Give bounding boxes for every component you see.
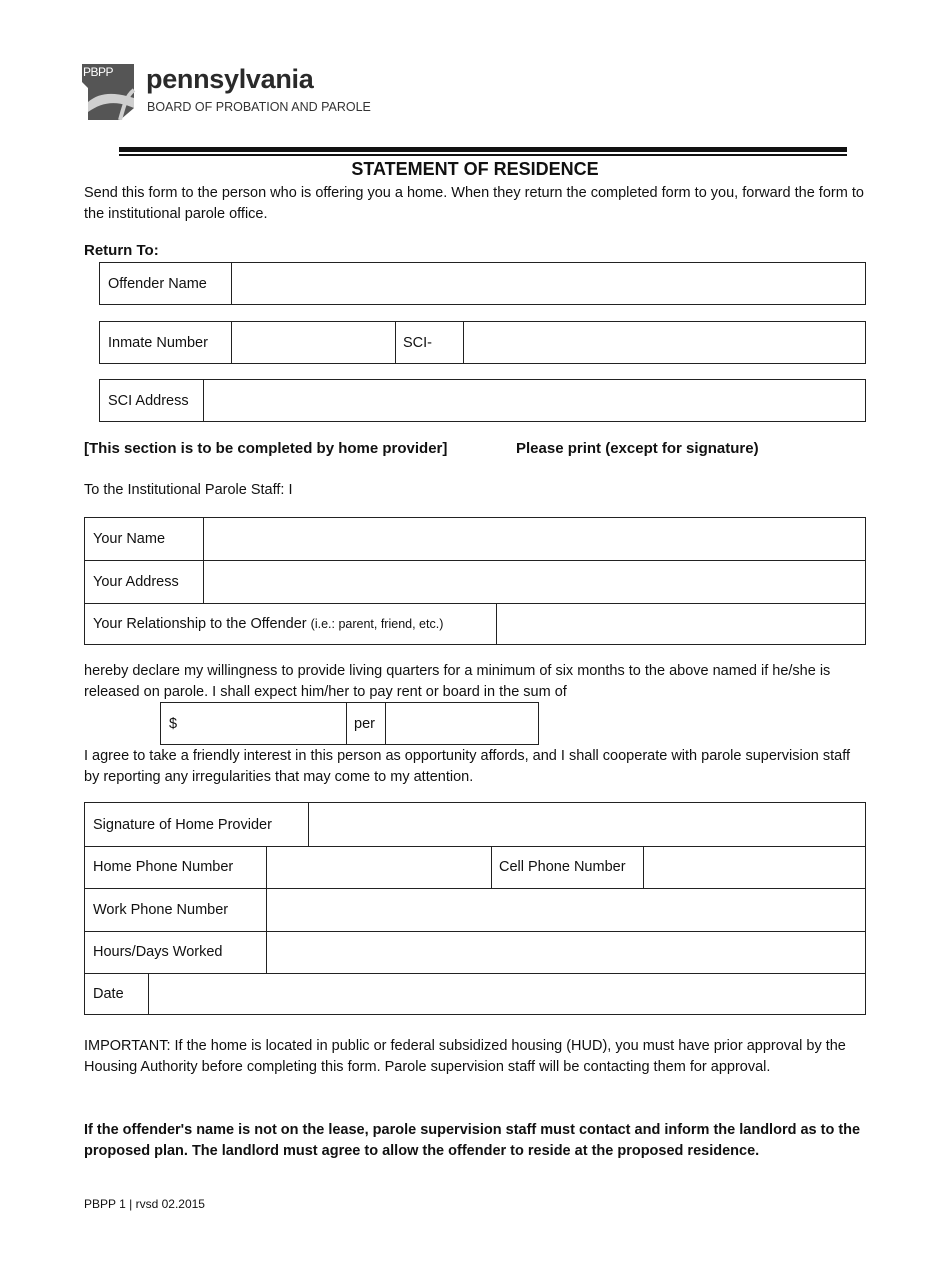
hours-label: Hours/Days Worked [93,944,223,960]
logo-subtitle: BOARD OF PROBATION AND PAROLE [147,100,371,114]
offender-name-field[interactable] [232,263,865,304]
page-title: STATEMENT OF RESIDENCE [351,159,599,179]
signature-table [84,802,866,1015]
offender-name-row [99,262,866,305]
provider-info-table [84,517,866,645]
sci-label: SCI- [403,334,432,351]
signature-field[interactable] [308,803,865,846]
header-rule [119,147,847,152]
logo-monogram: PBPP [83,65,114,79]
cell-phone-label: Cell Phone Number [499,859,626,875]
your-name-label: Your Name [93,531,166,547]
phone-row [85,846,865,888]
hours-field[interactable] [266,931,865,973]
logo-title: pennsylvania [146,64,314,94]
date-row [85,973,865,1015]
footer-form-code: PBPP 1 | rvsd 02.2015 [84,1197,205,1211]
date-field[interactable] [148,973,865,1015]
intro-text: Send this form to the person who is offering you a home. When they return the completed form to you, forward the form to the institutional parole office. [84,185,864,222]
relationship-row [85,603,865,645]
rent-row [160,702,539,745]
home-phone-label: Home Phone Number [93,859,234,875]
hours-row [85,931,865,973]
relationship-field[interactable] [496,603,865,645]
keystone-logo-icon [80,62,136,120]
salutation-text: To the Institutional Parole Staff: I [84,482,293,498]
declaration-text: hereby declare my willingness to provide living quarters for a minimum of six months to the above named if he/she is released on parole. I shall expect him/her to pay rent or board in the sum of [84,663,831,700]
agreement-text: I agree to take a friendly interest in this person as opportunity affords, and I shall cooperate with parole supervision staff by reporting any irregularities that may come to my attention. [84,748,850,785]
sci-address-label: SCI Address [108,392,189,409]
rent-currency: $ [169,715,178,732]
your-address-row [85,560,865,603]
home-phone-field[interactable] [266,846,491,888]
sci-field[interactable] [463,322,865,363]
relationship-label-cell [85,603,496,645]
your-name-field[interactable] [204,518,865,560]
your-address-field[interactable] [204,560,865,603]
header-rule-thin [119,154,847,156]
rent-period-field[interactable] [385,703,538,744]
date-label: Date [93,986,124,1002]
your-address-label: Your Address [93,573,179,590]
inmate-number-label: Inmate Number [108,334,208,351]
sci-address-field[interactable] [204,380,865,421]
print-note: Please print (except for signature) [516,440,759,457]
signature-row [85,803,865,846]
offender-name-label: Offender Name [108,275,207,292]
per-label: per [354,715,375,732]
important-note: IMPORTANT: If the home is located in public or federal subsidized housing (HUD), you must have prior approval by the Housing Authority before completing this form. Parole supervision staff will be contacting them for approval. [84,1038,846,1075]
rent-amount-field[interactable] [183,703,346,744]
inmate-number-field[interactable] [231,322,395,363]
lease-note: If the offender's name is not on the lease, parole supervision staff must contact and inform the landlord as to the proposed plan. The landlord must agree to allow the offender to reside at the proposed residence. [84,1122,861,1159]
work-phone-label: Work Phone Number [93,901,229,918]
cell-phone-field[interactable] [643,846,865,888]
inmate-number-row [99,321,866,364]
section-note: [This section is to be completed by home provider] [84,440,448,457]
work-phone-row [85,888,865,931]
relationship-label: Your Relationship to the Offender [93,616,307,632]
sci-address-row [99,379,866,422]
work-phone-field[interactable] [266,888,865,931]
your-name-row [85,518,865,560]
signature-label: Signature of Home Provider [93,816,272,833]
relationship-hint: (i.e.: parent, friend, etc.) [310,617,444,631]
return-to-label: Return To: [84,242,159,259]
